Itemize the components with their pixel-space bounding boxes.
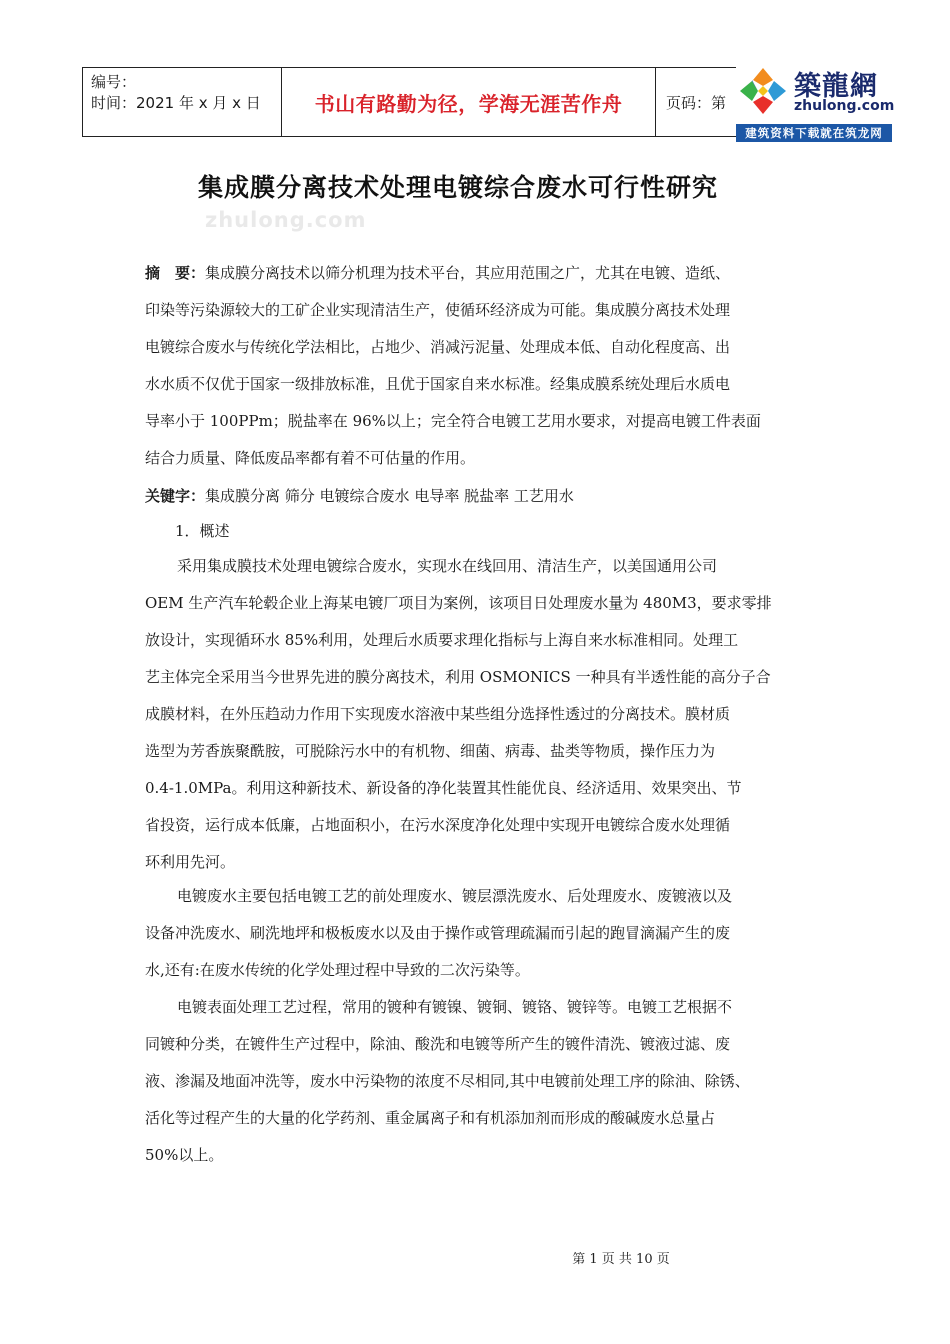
header-meta-cell [83,68,282,136]
paragraph-line: 设备冲洗废水、刷洗地坪和极板废水以及由于操作或管理疏漏而引起的跑冒滴漏产生的废 [145,924,731,942]
document-number-label: 编号： [91,73,137,91]
paragraph-line: 选型为芳香族聚酰胺，可脱除污水中的有机物、细菌、病毒、盐类等物质，操作压力为 [145,742,716,760]
paragraph-line: 电镀废水主要包括电镀工艺的前处理废水、镀层漂洗废水、后处理废水、废镀液以及 [177,887,733,905]
header-motto-cell [282,68,656,136]
logo-slogan-bar: 建筑资料下载就在筑龙网 [736,124,892,142]
paragraph-line: 50%以上。 [145,1146,224,1164]
keywords-label: 关键字： [145,487,206,505]
page-footer: 第 1 页 共 10 页 [572,1252,670,1267]
paragraph-line: 放设计，实现循环水 85%利用，处理后水质要求理化指标与上海自来水标准相同。处理工 [145,631,739,649]
paragraph-line: 活化等过程产生的大量的化学药剂、重金属离子和有机添加剂而形成的酸碱废水总量占 [145,1109,716,1127]
paragraph-line: 液、渗漏及地面冲洗等，废水中污染物的浓度不尽相同,其中电镀前处理工序的除油、除锈、 [145,1072,750,1090]
paragraph-line: 成膜材料，在外压趋动力作用下实现废水溶液中某些组分选择性透过的分离技术。膜材质 [145,705,731,723]
abstract-line: 水水质不仅优于国家一级排放标准，且优于国家自来水标准。经集成膜系统处理后水质电 [145,375,731,393]
logo-domain-text: zhulong.com [794,98,895,114]
paragraph-line: 采用集成膜技术处理电镀综合废水，实现水在线回用、清洁生产，以美国通用公司 [177,557,718,575]
abstract-line: 电镀综合废水与传统化学法相比，占地少、消减污泥量、处理成本低、自动化程度高、出 [145,338,731,356]
paragraph-line: 0.4-1.0MPa。利用这种新技术、新设备的净化装置其性能优良、经济适用、效果突出、节 [145,779,742,797]
paragraph-line: 环利用先河。 [145,853,236,871]
keywords-text: 集成膜分离 筛分 电镀综合废水 电导率 脱盐率 工艺用水 [205,487,574,505]
paragraph-line: 水,还有:在废水传统的化学处理过程中导致的二次污染等。 [145,961,530,979]
paragraph-line: 省投资，运行成本低廉，占地面积小，在污水深度净化处理中实现开电镀综合废水处理循 [145,816,731,834]
keywords-line [145,485,574,506]
abstract-line: 摘 要：集成膜分离技术以筛分机理为技术平台，其应用范围之广，尤其在电镀、造纸、 [145,264,731,282]
paragraph-line: 电镀表面处理工艺过程，常用的镀种有镀镍、镀铜、镀铬、镀锌等。电镀工艺根据不 [177,998,733,1016]
paragraph-line: 艺主体完全采用当今世界先进的膜分离技术，利用 OSMONICS 一种具有半透性能的高分子合 [145,668,771,686]
abstract-line: 印染等污染源较大的工矿企业实现清洁生产，使循环经济成为可能。集成膜分离技术处理 [145,301,731,319]
abstract-line: 结合力质量、降低废品率都有着不可估量的作用。 [145,449,476,467]
document-title: 集成膜分离技术处理电镀综合废水可行性研究 [197,173,718,202]
page-number-label: 页码：第 [666,93,727,112]
section-heading: 1．概述 [175,522,230,540]
zhulong-logo-icon [738,66,788,116]
paragraph-line: 同镀种分类，在镀件生产过程中，除油、酸洗和电镀等所产生的镀件清洗、镀液过滤、废 [145,1035,731,1053]
logo-chinese-text: 築龍網 [794,71,878,102]
abstract-label: 摘 要： [145,264,206,282]
abstract-line: 导率小于 100PPm；脱盐率在 96%以上；完全符合电镀工艺用水要求，对提高电镀工件表面 [145,412,761,430]
watermark-text: zhulong.com [205,208,367,232]
document-date: 时间：2021 年 x 月 x 日 [91,94,261,112]
zhulong-logo [736,62,895,144]
header-motto: 书山有路勤为径，学海无涯苦作舟 [314,91,623,116]
paragraph-line: OEM 生产汽车轮毂企业上海某电镀厂项目为案例，该项目日处理废水量为 480M3，要求零排 [145,594,772,612]
